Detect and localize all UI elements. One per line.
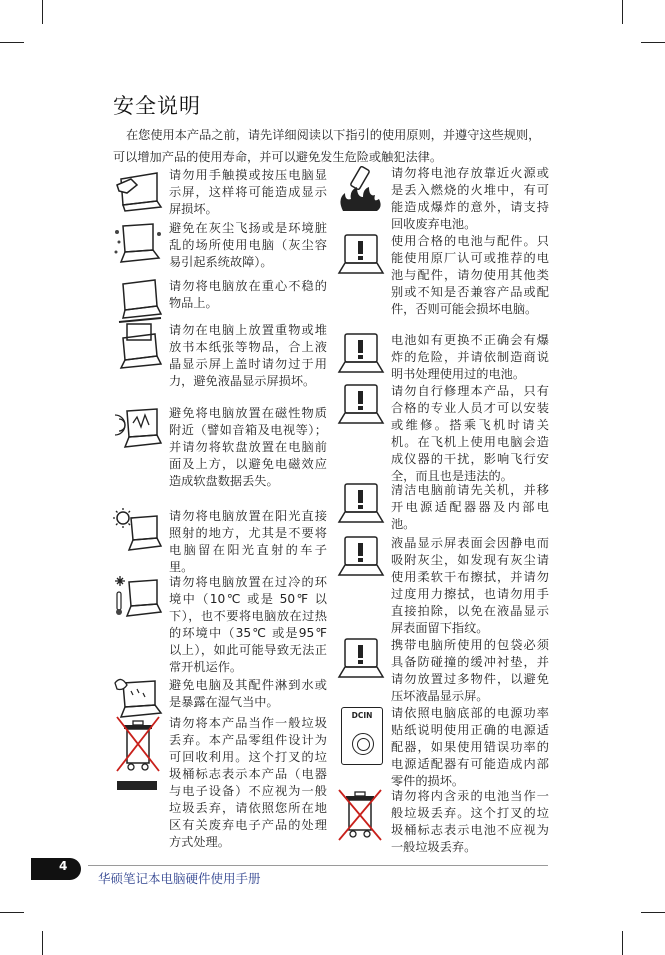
crop-mark: [42, 931, 43, 955]
sunlight-laptop-icon: [113, 508, 163, 556]
hand-on-screen-icon: [113, 167, 163, 215]
dcin-label: DCIN: [351, 711, 373, 720]
page-number-tab: [31, 858, 81, 880]
item-text: 使用合格的电池与配件。只能使用原厂认可或推荐的电池与配件，请勿使用其他类别或不知是否兼容产品或配件，否则可能会损坏电脑。: [391, 234, 549, 316]
battery-fire-icon: [335, 165, 385, 213]
item-text: 避免将电脑放置在磁性物质附近（譬如音箱及电视等）；并请勿将软盘放置在电脑前面及上方，以避免电磁效应造成软盘数据丢失。: [169, 406, 327, 488]
unstable-laptop-icon: [113, 278, 163, 326]
item-text: 避免电脑及其配件淋到水或是暴露在湿气当中。: [169, 678, 327, 709]
crop-mark: [0, 912, 24, 913]
warning-laptop-icon: [335, 332, 385, 380]
item-text: 请勿将内含汞的电池当作一般垃圾丢弃。这个打叉的垃圾桶标志表示电池不应视为一般垃圾丢弃。: [391, 789, 549, 854]
crop-mark: [0, 42, 24, 43]
item-text: 电池如有更换不正确会有爆炸的危险，并请依制造商说明书处理使用过的电池。: [391, 333, 549, 381]
item-text: 清洁电脑前请先关机，并移开电源适配器器及内部电池。: [391, 483, 549, 531]
dcin-jack-icon: [335, 705, 385, 767]
item-text: 请勿将电脑放置在阳光直接照射的地方，尤其是不要将电脑留在阳光直射的车子里。: [169, 509, 327, 574]
warning-laptop-icon: [335, 637, 385, 685]
item-text: 避免在灰尘飞扬或是环境脏乱的场所使用电脑（灰尘容易引起系统故障）。: [169, 221, 327, 269]
crop-mark: [622, 0, 623, 24]
warning-laptop-icon: [335, 233, 385, 281]
page-number: 4: [59, 859, 68, 873]
crop-mark: [622, 931, 623, 955]
item-text: 请勿自行修理本产品，只有合格的专业人员才可以安装或维修。搭乘飞机时请关机。在飞机上使用电脑会造成仪器的干扰，影响飞行安全，而且也是违法的。: [391, 384, 549, 483]
item-text: 请依照电脑底部的电源功率贴纸说明使用正确的电源适配器，如果使用错误功率的电源适配器有可能造成内部零件的损坏。: [391, 706, 549, 788]
manual-title: 华硕笔记本电脑硬件使用手册: [98, 871, 261, 886]
intro-paragraph: 在您使用本产品之前，请先详细阅读以下指引的使用原则，并遵守这些规则，可以增加产品的使用寿命，并可以避免发生危险或触犯法律。: [113, 128, 541, 164]
warning-laptop-icon: [335, 482, 385, 530]
dust-laptop-icon: [113, 220, 163, 268]
crop-mark: [641, 912, 665, 913]
item-text: 携带电脑所使用的包袋必须具备防碰撞的缓冲衬垫，并请勿放置过多物件，以避免压坏液晶显示屏。: [391, 638, 549, 703]
page-title: 安全说明: [113, 94, 201, 118]
crossed-bin-icon: [335, 788, 385, 844]
crop-mark: [641, 42, 665, 43]
magnetic-field-icon: [113, 405, 163, 453]
temperature-laptop-icon: [113, 574, 163, 622]
footer-divider: [88, 865, 548, 866]
item-text: 请勿将电脑放在重心不稳的物品上。: [169, 279, 327, 310]
item-text: 请勿用手触摸或按压电脑显示屏，这样将可能造成显示屏损坏。: [169, 168, 327, 216]
warning-laptop-icon: [335, 383, 385, 431]
heavy-object-laptop-icon: [113, 322, 163, 370]
item-text: 请勿将本产品当作一般垃圾丢弃。本产品零组件设计为可回收利用。这个打叉的垃圾桶标志表示本产品（电器与电子设备）不应视为一般垃圾丢弃，请依照您所在地区有关废弃电子产品的处理方式处理。: [169, 716, 327, 849]
item-text: 请勿将电池存放靠近火源或是丢入燃烧的火堆中，有可能造成爆炸的意外，请支持回收废弃电池。: [391, 166, 549, 231]
item-text: 请勿将电脑放置在过冷的环境中（10℃ 或是 50℉ 以下），也不要将电脑放在过热的环境中（35℃ 或是95℉ 以上），如此可能导致无法正常开机运作。: [169, 575, 327, 674]
crop-mark: [42, 0, 43, 24]
item-text: 液晶显示屏表面会因静电而吸附灰尘，如发现有灰尘请使用柔软干布擦拭，并请勿过度用力擦拭，也请勿用手直接拍除，以免在液晶显示屏表面留下指纹。: [391, 536, 549, 635]
item-text: 请勿在电脑上放置重物或堆放书本纸张等物品，合上液晶显示屏上盖时请勿过于用力，避免液晶显示屏损坏。: [169, 323, 327, 388]
crossed-bin-icon: [113, 715, 163, 795]
warning-laptop-icon: [335, 535, 385, 583]
